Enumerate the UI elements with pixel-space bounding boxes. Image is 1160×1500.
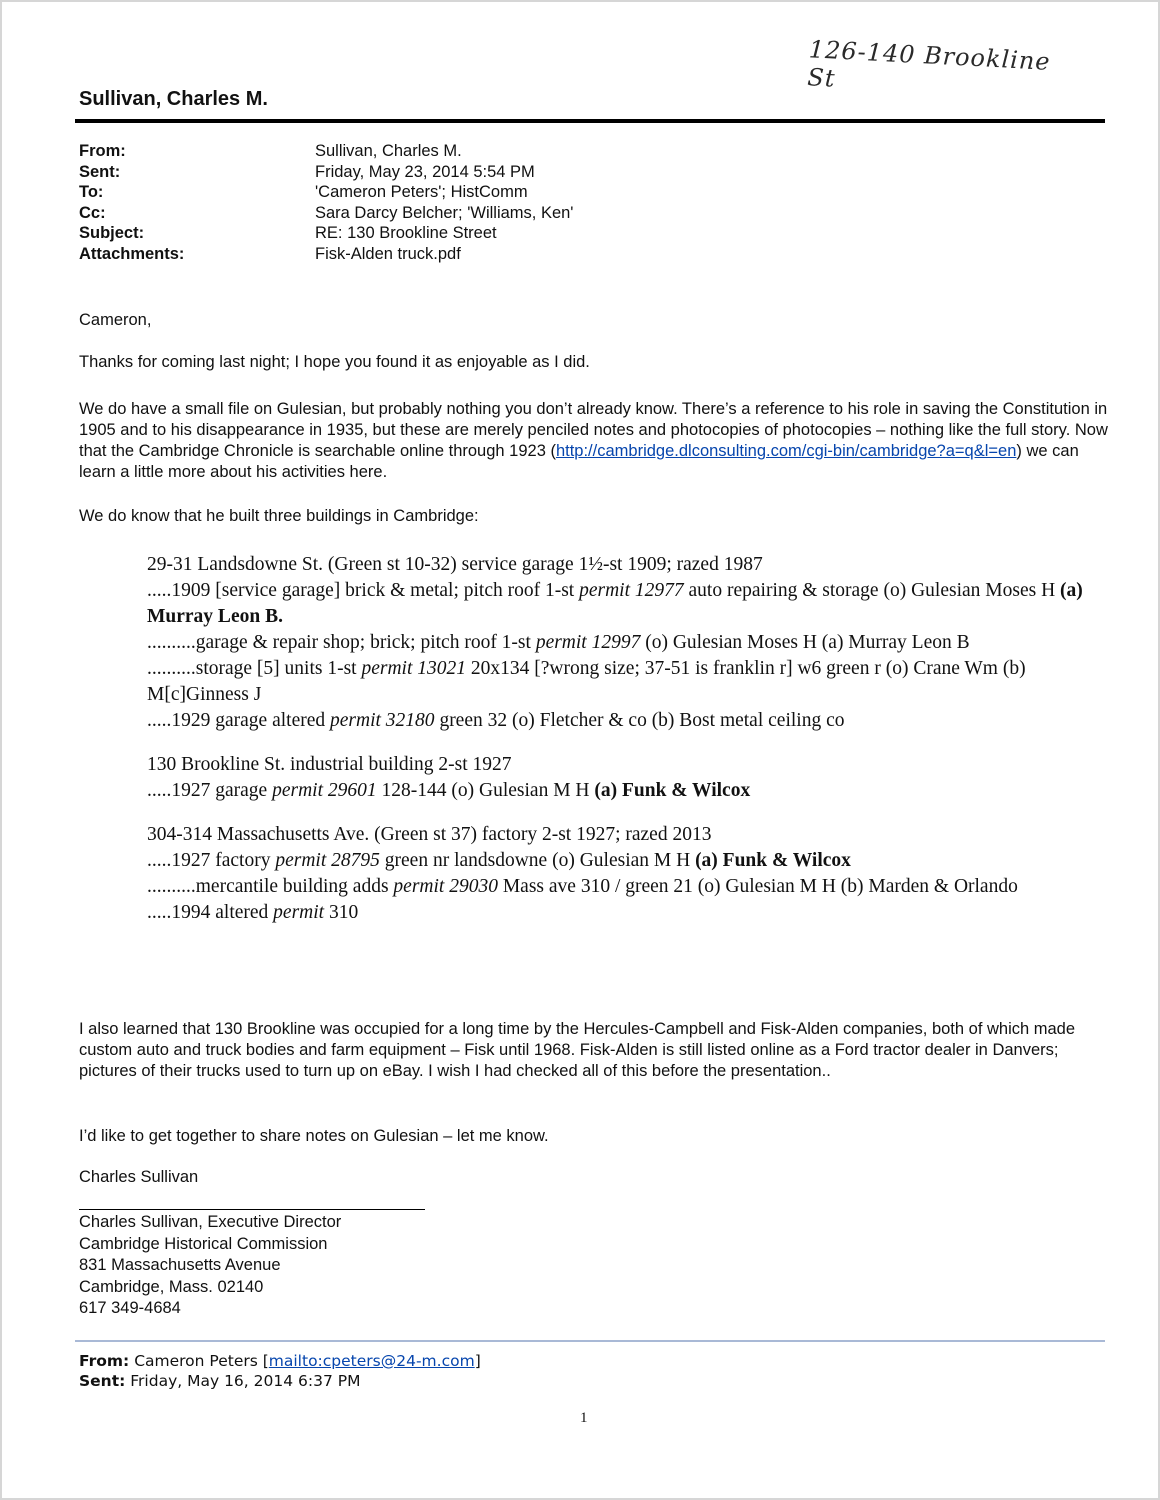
header-label: Attachments:: [79, 244, 185, 263]
forwarded-sent-row: [79, 1371, 481, 1391]
paragraph-text-part: ) we can learn a little more about his activities here.: [79, 442, 1079, 481]
line-part: Mass ave 310 / green 21 (o) Gulesian M H (b) Marden & Orlando: [497, 876, 1018, 897]
permit-number: permit 12977: [579, 580, 684, 601]
line-part: .....1929 garage altered: [147, 710, 331, 731]
paragraph-text: Thanks for coming last night; I hope you found it as enjoyable as I did.: [79, 353, 590, 371]
greeting-text: Cameron,: [79, 311, 152, 329]
building-entry-massachusetts: [147, 822, 1107, 926]
line-part: ..........garage & repair shop; brick; pitch roof 1-st: [147, 632, 536, 653]
paragraph-text: I’d like to get together to share notes on Gulesian – let me know.: [79, 1127, 549, 1145]
line-part: auto repairing & storage (o) Gulesian Moses H: [683, 580, 1061, 601]
header-row-subject: [79, 223, 573, 244]
line-part: green 32 (o) Fletcher & co (b) Bost metal ceiling co: [434, 710, 845, 731]
email-paragraph-1: [79, 352, 1109, 373]
header-value: Sara Darcy Belcher; 'Williams, Ken': [315, 203, 574, 222]
mailbox-owner-title: Sullivan, Charles M.: [79, 88, 268, 110]
building-line: [147, 630, 1107, 656]
header-label: From:: [79, 142, 126, 160]
line-part: .....1994 altered: [147, 902, 274, 923]
line-part: 310: [324, 902, 359, 923]
paragraph-text: We do know that he built three buildings in Cambridge:: [79, 507, 479, 525]
building-line: [147, 578, 1107, 630]
header-label: Cc:: [79, 203, 106, 222]
header-row-sent: [79, 162, 573, 183]
building-line: 130 Brookline St. industrial building 2-st 1927: [147, 754, 512, 775]
building-line: 304-314 Massachusetts Ave. (Green st 37) factory 2-st 1927; razed 2013: [147, 824, 712, 845]
title-rule: [75, 119, 1105, 123]
email-paragraph-5: [79, 1126, 1109, 1147]
header-row-attachments: [79, 244, 573, 265]
signature-block: [79, 1212, 341, 1320]
header-row-from: [79, 141, 573, 162]
email-paragraph-3: [79, 506, 1109, 527]
email-greeting: [79, 310, 1109, 331]
line-part: 20x134 [?wrong size; 37-51 is franklin r] w6 green r (o) Crane Wm (b) M[c]Ginness J: [147, 658, 1026, 705]
paragraph-text-part: We do have a small file on Gulesian, but probably nothing you don’t already know. There’s a reference to his role in saving the Constitution in 1905 and to his disappearance in 1935, but these are merely penciled notes and photocopies of photocopies – nothing like the full story. Now that the Cambridge Chronicle is searchable online through 1923 (: [79, 400, 1108, 460]
building-line: [147, 708, 1107, 734]
header-value: Sullivan, Charles M.: [315, 142, 462, 160]
signature-line: Charles Sullivan, Executive Director: [79, 1213, 342, 1231]
header-value: 'Cameron Peters'; HistComm: [315, 183, 528, 201]
line-part: ..........mercantile building adds: [147, 876, 394, 897]
header-row-cc: [79, 203, 573, 224]
email-paragraph-4: [79, 1019, 1109, 1082]
building-entry-landsdowne: [147, 552, 1107, 734]
handwritten-annotation: 126-140 Brookline St: [806, 35, 1052, 93]
forwarded-sent-label: Sent:: [79, 1372, 126, 1390]
permit-number: permit: [273, 902, 325, 923]
permit-number: permit 28795: [275, 850, 380, 871]
permit-number: permit 32180: [330, 710, 435, 731]
building-line: 29-31 Landsdowne St. (Green st 10-32) service garage 1½-st 1909; razed 1987: [147, 554, 763, 575]
building-line: [147, 778, 1107, 804]
permit-number: permit 13021: [361, 658, 467, 679]
line-part: ..........storage [5] units 1-st: [147, 658, 362, 679]
permit-number: permit 29030: [393, 876, 498, 897]
signature-line: 617 349-4684: [79, 1299, 181, 1317]
signature-line: Cambridge, Mass. 02140: [79, 1277, 264, 1296]
line-part: (o) Gulesian Moses H (a) Murray Leon B: [640, 632, 970, 653]
paragraph-text: I also learned that 130 Brookline was occupied for a long time by the Hercules-Campbell and Fisk-Alden companies, both of which made custom auto and truck bodies and farm equipment – Fisk until 1968. Fisk-Alden is still listed online as a Ford tractor dealer in Danvers; pictures of their trucks used to turn up on eBay. I wish I had checked all of this before the presentation..: [79, 1020, 1076, 1080]
header-label: Subject:: [79, 224, 145, 242]
line-part: 128-144 (o) Gulesian M H: [376, 780, 595, 801]
page-number: 1: [580, 1410, 588, 1426]
architect-name: (a) Murray Leon B.: [147, 580, 1083, 627]
header-value: Friday, May 23, 2014 5:54 PM: [315, 162, 535, 181]
header-row-to: [79, 182, 573, 203]
forwarded-from-label: From:: [79, 1352, 130, 1370]
bracket-close: ]: [474, 1352, 481, 1370]
building-line: [147, 900, 1107, 926]
signature-line: Cambridge Historical Commission: [79, 1234, 328, 1253]
signature-line: 831 Massachusetts Avenue: [79, 1256, 281, 1274]
architect-name: (a) Funk & Wilcox: [594, 780, 751, 801]
chronicle-link[interactable]: http://cambridge.dlconsulting.com/cgi-bin/cambridge?a=q&l=en: [555, 442, 1017, 460]
header-label: To:: [79, 183, 104, 201]
forwarded-sent-value: Friday, May 16, 2014 6:37 PM: [130, 1372, 361, 1390]
permit-number: permit 29601: [272, 780, 377, 801]
attachment-name[interactable]: Fisk-Alden truck.pdf: [315, 244, 461, 263]
header-value: RE: 130 Brookline Street: [315, 224, 497, 242]
line-part: green nr landsdowne (o) Gulesian M H: [379, 850, 696, 871]
signoff-text: Charles Sullivan: [79, 1168, 199, 1186]
signature-rule: [79, 1209, 425, 1210]
building-line: [147, 656, 1107, 708]
building-line: [147, 874, 1107, 900]
email-header: [79, 141, 573, 264]
header-label: Sent:: [79, 162, 121, 181]
forwarded-header: [79, 1351, 481, 1391]
architect-name: (a) Funk & Wilcox: [695, 850, 851, 871]
building-line: [147, 848, 1107, 874]
paragraph-text: [79, 399, 1109, 483]
forwarded-from-row: [79, 1351, 481, 1371]
forwarded-from-value: Cameron Peters [: [134, 1352, 269, 1370]
email-paragraph-2: [79, 399, 1109, 483]
permit-number: permit 12997: [535, 632, 641, 653]
building-entry-brookline: [147, 752, 1107, 804]
line-part: .....1909 [service garage] brick & metal; pitch roof 1-st: [147, 580, 580, 601]
forwarded-message-rule: [75, 1340, 1105, 1342]
line-part: .....1927 factory: [147, 850, 276, 871]
mailto-link[interactable]: mailto:cpeters@24-m.com: [268, 1352, 475, 1370]
line-part: .....1927 garage: [147, 780, 273, 801]
buildings-list: [147, 552, 1107, 944]
email-signoff: [79, 1167, 1109, 1188]
